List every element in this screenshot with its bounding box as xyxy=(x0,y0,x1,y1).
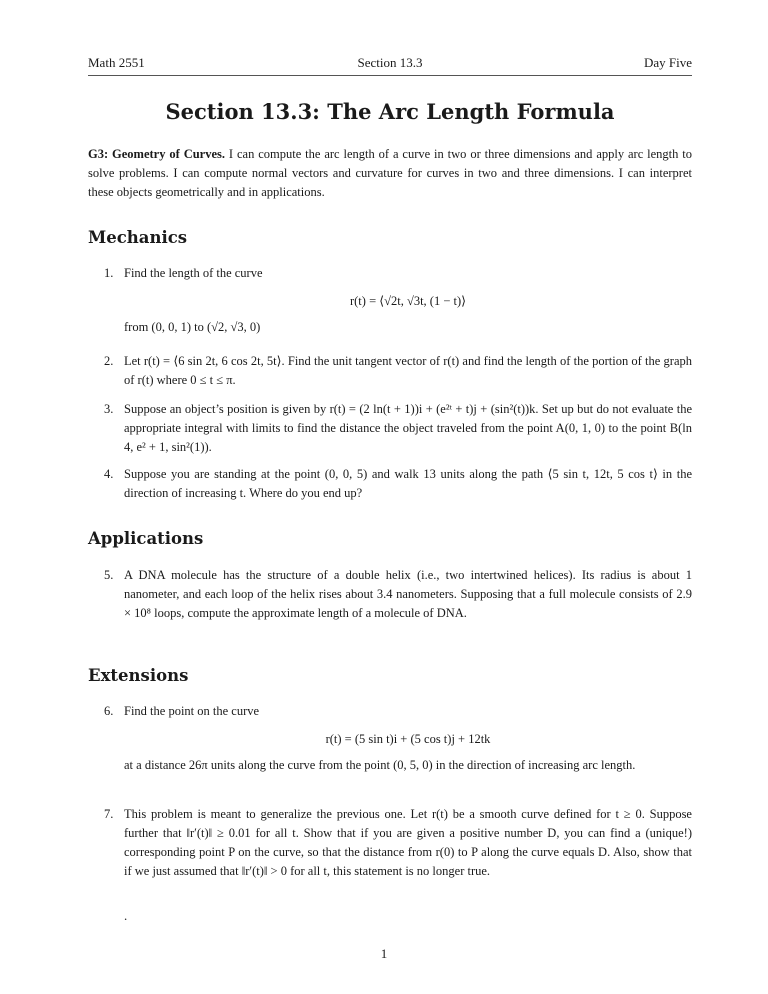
problem-equation: r(t) = (5 sin t)i + (5 cos t)j + 12tk xyxy=(325,732,491,746)
problem-number: 5. xyxy=(104,568,114,582)
goal-text: I can compute the arc length of a curve in two or three dimensions and apply arc length to solve problems. I can compute normal vectors and curvature for curves in two and three dimensions. I can interpret these objects geometrically and in applications. xyxy=(88,147,693,199)
header-rule xyxy=(88,75,692,76)
section-heading-applications: Applications xyxy=(88,529,204,548)
problem-number: 2. xyxy=(104,354,114,368)
problem-number: 4. xyxy=(104,467,114,481)
page-title: Section 13.3: The Arc Length Formula xyxy=(165,99,615,124)
goal-label: G3: Geometry of Curves. xyxy=(88,147,226,161)
problem-7 xyxy=(104,805,692,881)
problem-3 xyxy=(104,400,692,457)
section-heading-mechanics: Mechanics xyxy=(88,228,188,247)
problem-text: Find the length of the curve xyxy=(124,266,263,280)
problem-number: 1. xyxy=(104,266,114,280)
problem-text: Let r(t) = ⟨6 sin 2t, 6 cos 2t, 5t⟩. Find the unit tangent vector of r(t) and find the length of the portion of the graph of r(t) where 0 ≤ t ≤ π. xyxy=(124,354,692,387)
problem-number: 7. xyxy=(104,807,114,821)
problem-number: 3. xyxy=(104,402,114,416)
header-course: Math 2551 xyxy=(88,55,145,70)
problem-text: This problem is meant to generalize the previous one. Let r(t) be a smooth curve defined for t ≥ 0. Suppose further that ‖r′(t)‖ ≥ 0.01 for all t. Show that if you are given a positive number D, you can find a (unique!) corresponding point P on the curve, so that the distance from r(0) to P along the curve equals D. Also, show that if we just assumed that ‖r′(t)‖ > 0 for all t, this statement is no longer true. xyxy=(124,807,692,878)
header-day: Day Five xyxy=(643,55,692,70)
problem-5 xyxy=(104,566,692,623)
problem-4 xyxy=(104,465,692,503)
problem-6 xyxy=(104,702,692,775)
problem-text: A DNA molecule has the structure of a double helix (i.e., two intertwined helices). Its radius is about 1 nanometer, and each loop of the helix rises about 3.4 nanometers. Supposing that a full molecule consists of 2.9 × 10⁸ loops, compute the approximate length of a molecule of DNA. xyxy=(124,568,692,620)
learning-goal xyxy=(88,145,692,202)
problem-text: Find the point on the curve xyxy=(124,704,260,718)
trailing-dot: . xyxy=(124,908,128,923)
problem-number: 6. xyxy=(104,704,114,718)
page-number: 1 xyxy=(380,946,388,961)
problem-text-after: at a distance 26π units along the curve from the point (0, 5, 0) in the direction of increasing arc length. xyxy=(124,758,636,772)
running-header xyxy=(88,55,692,75)
problem-equation: r(t) = ⟨√2t, √3t, (1 − t)⟩ xyxy=(349,294,467,308)
section-heading-extensions: Extensions xyxy=(88,666,189,685)
problem-1 xyxy=(104,264,692,337)
problem-text-after: from (0, 0, 1) to (√2, √3, 0) xyxy=(124,320,261,334)
problem-text: Suppose you are standing at the point (0, 0, 5) and walk 13 units along the path ⟨5 sin t, 12t, 5 cos t⟩ in the direction of increasing t. Where do you end up? xyxy=(124,467,692,500)
header-section: Section 13.3 xyxy=(357,55,423,70)
problem-text: Suppose an object’s position is given by r(t) = (2 ln(t + 1))i + (e²ᵗ + t)j + (sin²(t))k. Set up but do not evaluate the appropriate integral with limits to find the distance the object traveled from the point A(0, 1, 0) to the point B(ln 4, e² + 1, sin²(1)). xyxy=(124,402,692,454)
problem-2 xyxy=(104,352,692,390)
